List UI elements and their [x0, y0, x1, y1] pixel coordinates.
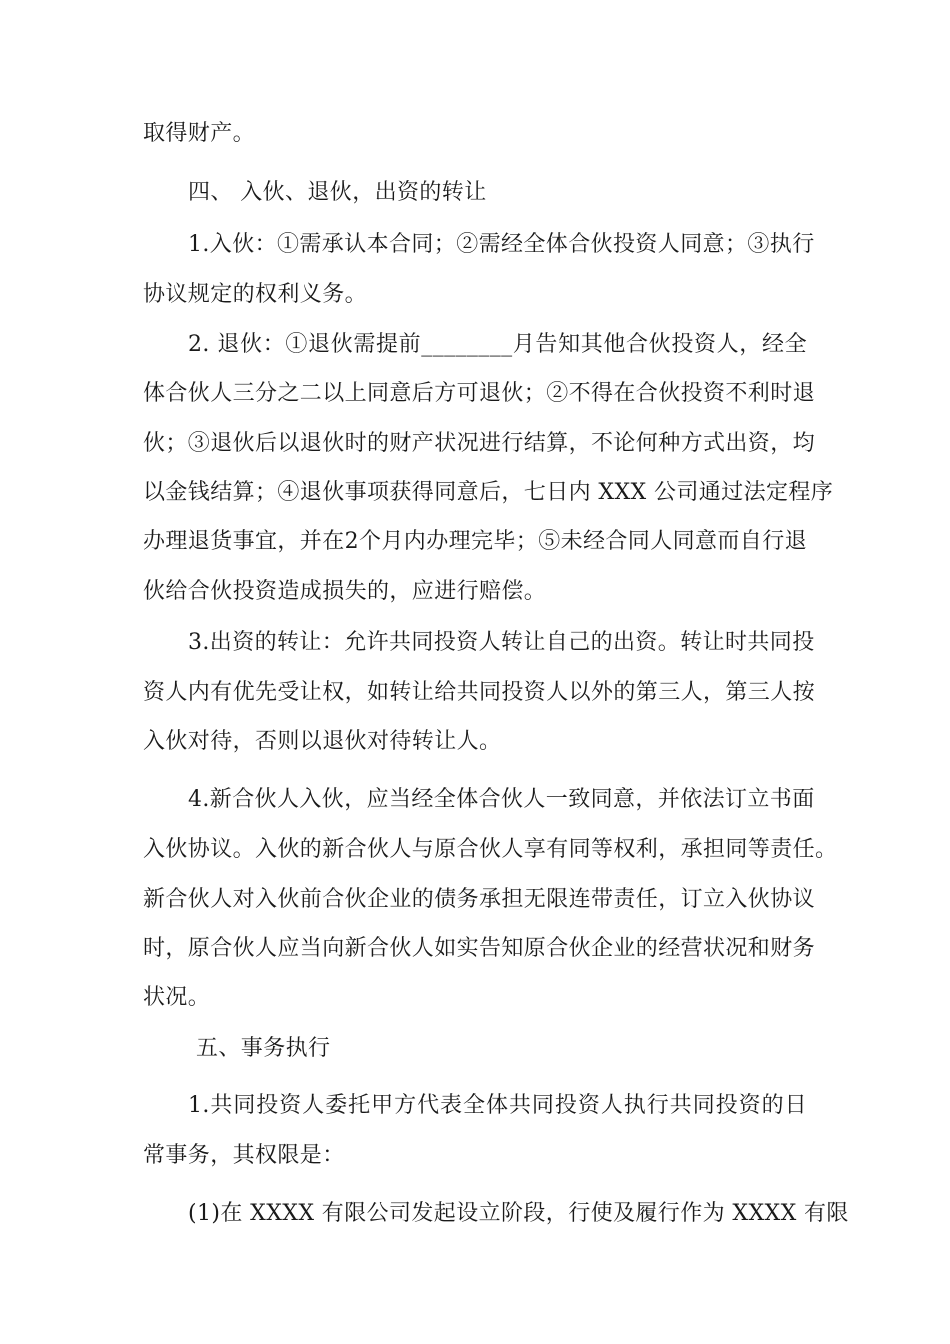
text-line: 取得财产。	[143, 121, 256, 146]
text-line: 4.新合伙人入伙，应当经全体合伙人一致同意，并依法订立书面	[188, 787, 815, 812]
text-line: 体合伙人三分之二以上同意后方可退伙；②不得在合伙投资不利时退	[143, 381, 816, 406]
section-heading: 四、 入伙、退伙，出资的转让	[188, 180, 487, 205]
text-line: 状况。	[143, 985, 211, 1010]
text-line: 资人内有优先受让权，如转让给共同投资人以外的第三人，第三人按	[143, 680, 816, 705]
text-line: 以金钱结算；④退伙事项获得同意后，七日内 XXX 公司通过法定程序	[143, 480, 834, 505]
text-line: 入伙协议。入伙的新合伙人与原合伙人享有同等权利，承担同等责任。	[143, 837, 838, 862]
text-line: 3.出资的转让：允许共同投资人转让自己的出资。转让时共同投	[188, 630, 815, 655]
text-line: 协议规定的权利义务。	[143, 282, 368, 307]
text-line: 新合伙人对入伙前合伙企业的债务承担无限连带责任，订立入伙协议	[143, 887, 816, 912]
text-line: 伙给合伙投资造成损失的，应进行赔偿。	[143, 579, 547, 604]
text-line: 入伙对待，否则以退伙对待转让人。	[143, 729, 502, 754]
text-line: 1.共同投资人委托甲方代表全体共同投资人执行共同投资的日	[188, 1093, 807, 1118]
text-line: 常事务，其权限是：	[143, 1143, 345, 1168]
section-heading: 五、事务执行	[196, 1036, 331, 1061]
text-line: 办理退货事宜，并在2个月内办理完毕；⑤未经合同人同意而自行退	[143, 529, 807, 554]
text-line: 2. 退伙：①退伙需提前________月告知其他合伙投资人，经全	[188, 332, 807, 357]
text-line: 时，原合伙人应当向新合伙人如实告知原合伙企业的经营状况和财务	[143, 936, 816, 961]
text-line: 1.入伙：①需承认本合同；②需经全体合伙投资人同意；③执行	[188, 232, 815, 257]
text-line: 伙；③退伙后以退伙时的财产状况进行结算，不论何种方式出资，均	[143, 431, 816, 456]
text-line: (1)在 XXXX 有限公司发起设立阶段，行使及履行作为 XXXX 有限	[188, 1201, 849, 1226]
